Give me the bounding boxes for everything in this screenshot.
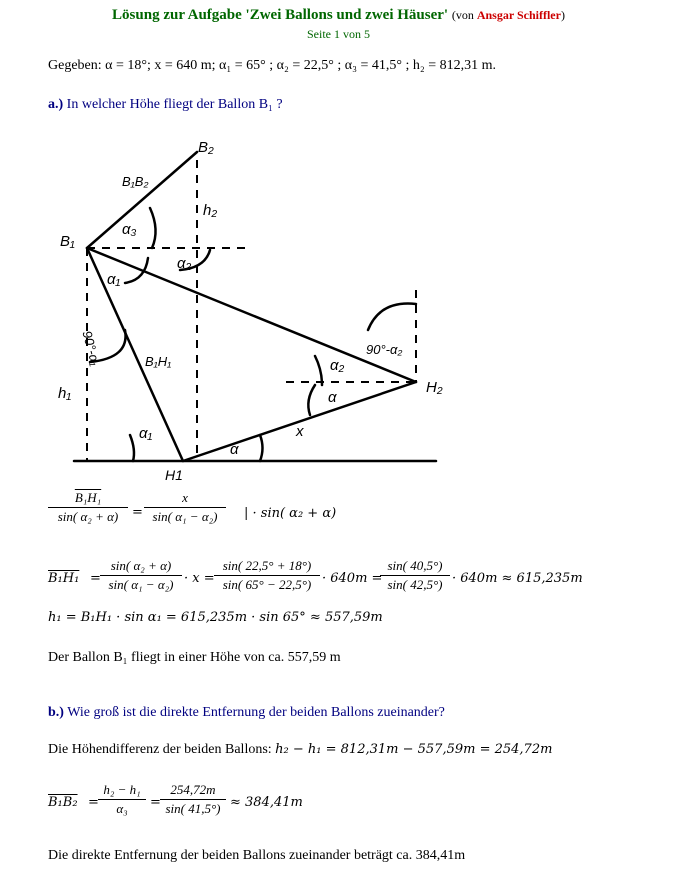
eqb-f2-num: 254,72m [170, 782, 216, 797]
triangle-diagram [58, 130, 460, 483]
eqb-fraction-2 [160, 782, 226, 817]
given-values: Gegeben: α = 18°; x = 640 m; α₁ = 65° ; α₂ = 22,5° ; α₃ = 41,5° ; h₂ = 812,31 m. [48, 58, 496, 73]
eq2-f1-num: sin( α₂ + α) [110, 558, 172, 573]
label-x: x [296, 423, 304, 440]
eq2-tail: · 640m ≈ 615,235m [452, 571, 583, 586]
eqb-equals-2: = [150, 795, 161, 810]
eq3-h1: h₁ = B₁H₁ · sin α₁ = 615,235m · sin 65° ≈ 557,59m [48, 610, 383, 625]
arc-alpha2-H2 [315, 356, 322, 385]
label-B2: B₂ [198, 139, 214, 156]
eq1-equals: = [132, 505, 143, 520]
arc-alpha3-B1 [150, 208, 156, 248]
line-H1-H2 [183, 382, 416, 461]
label-alpha2-B1: α₂ [177, 255, 192, 272]
answer-a: Der Ballon B₁ fliegt in einer Höhe von ca. 557,59 m [48, 650, 341, 665]
page-indicator: Seite 1 von 5 [307, 27, 370, 41]
label-alpha3: α₃ [122, 221, 137, 238]
eq2-f3-den: sin( 42,5°) [387, 577, 443, 592]
eqb-f2-den: sin( 41,5°) [165, 801, 221, 816]
label-h2: h₂ [203, 202, 218, 219]
label-H2: H₂ [426, 379, 443, 396]
eq1-operation: | · sin( α₂ + α) [244, 506, 337, 521]
von-prefix: (von [451, 8, 477, 22]
eq2-f2-num: sin( 22,5° + 18°) [222, 558, 312, 573]
eq2-mid-1: · x = [184, 571, 215, 586]
eq2-mid-2: · 640m = [322, 571, 383, 586]
line-B1-B2 [87, 152, 197, 248]
author-name: Ansgar Schiffler [476, 8, 561, 22]
label-H1: H1 [165, 467, 183, 483]
arc-90-a2 [368, 304, 416, 330]
eq1-rhs-fraction [144, 490, 226, 525]
eqb-equals: = [88, 795, 99, 810]
arc-alpha-H1 [260, 435, 263, 461]
question-b-text: Wie groß ist die direkte Entfernung der beiden Ballons zueinander? [63, 705, 445, 720]
label-B1H1: B₁H₁ [145, 354, 172, 369]
eq1-rhs-den: sin( α₁ − α₂) [152, 509, 218, 524]
eq1-lhs-fraction [48, 490, 128, 525]
eqb-tail: ≈ 384,41m [230, 795, 303, 810]
label-B1B2: B₁B₂ [122, 174, 149, 189]
question-a-text: In welcher Höhe fliegt der Ballon B₁ ? [63, 97, 283, 112]
eq1-lhs-num: B₁H₁ [74, 490, 102, 505]
eq1-rhs-num: x [182, 490, 188, 505]
answer-b: Die direkte Entfernung der beiden Ballons zueinander beträgt ca. 384,41m [48, 848, 466, 863]
arc-alpha1-B1 [125, 258, 148, 283]
label-alpha1-bottom: α₁ [139, 425, 153, 442]
label-alpha-H2: α [328, 389, 337, 406]
height-difference [48, 742, 552, 758]
eq2-f1-den: sin( α₁ − α₂) [108, 577, 174, 592]
document-title [0, 7, 677, 24]
eqb-lhs: B₁B₂ [48, 795, 78, 810]
label-alpha-H1: α [230, 441, 239, 458]
title-text: Lösung zur Aufgabe 'Zwei Ballons und zwei Häuser' [112, 7, 449, 23]
eqb-fraction-1 [98, 782, 146, 817]
question-a-label: a.) [48, 97, 64, 112]
label-h1: h₁ [58, 385, 72, 402]
height-diff-math: h₂ − h₁ = 812,31m − 557,59m = 254,72m [275, 742, 553, 757]
question-b [48, 705, 445, 721]
eq2-fraction-2 [214, 558, 320, 593]
height-diff-text: Die Höhendifferenz der beiden Ballons: [48, 742, 276, 757]
eq1-lhs-den: sin( α₂ + α) [57, 509, 119, 524]
arc-alpha1-bottom [130, 435, 134, 461]
label-alpha2-H2: α₂ [330, 357, 345, 374]
eq2-f2-den: sin( 65° − 22,5°) [222, 577, 312, 592]
eqb-f1-num: h₂ − h₁ [103, 782, 141, 797]
eq2-lhs: B₁H₁ [48, 571, 80, 586]
eqb-f1-den: α₃ [116, 801, 128, 816]
arc-alpha-H2 [308, 385, 315, 415]
label-B1: B₁ [60, 233, 75, 250]
label-alpha1-B1: α₁ [107, 271, 121, 288]
label-90-alpha1: 90°-α₁ [79, 329, 104, 368]
line-B1-H2 [87, 248, 416, 382]
question-b-label: b.) [48, 705, 64, 720]
author-line [452, 8, 565, 22]
eq2-f3-num: sin( 40,5°) [387, 558, 443, 573]
eq2-fraction-3 [380, 558, 450, 593]
question-a [48, 97, 283, 113]
eq2-equals: = [90, 571, 101, 586]
von-suffix: ) [560, 8, 565, 22]
label-90-alpha2: 90°-α₂ [366, 342, 403, 357]
eq2-fraction-1 [100, 558, 182, 593]
